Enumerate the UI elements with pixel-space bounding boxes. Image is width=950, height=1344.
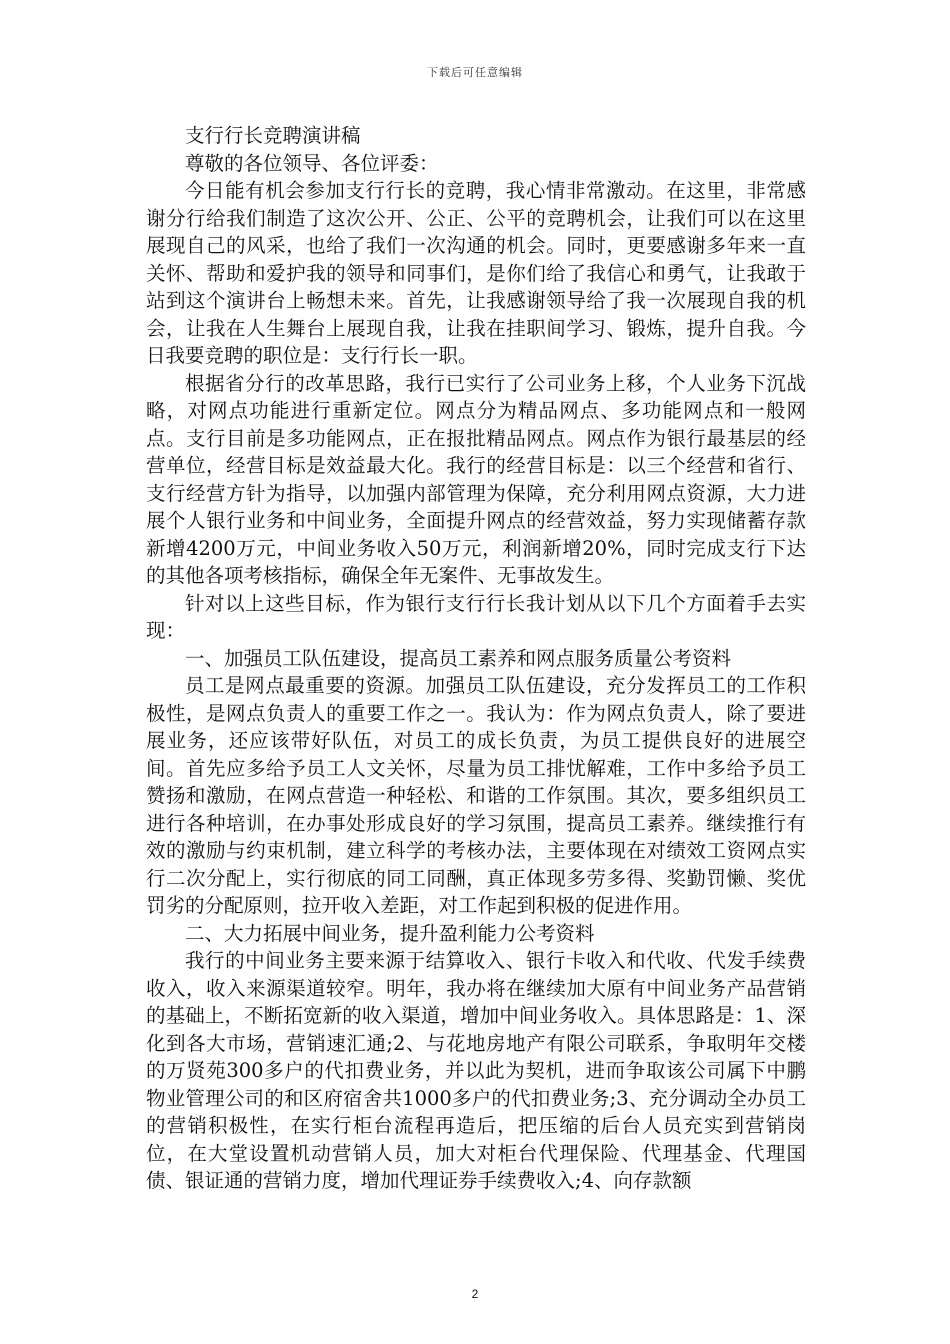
page-header-note: 下载后可任意编辑 (427, 66, 523, 79)
paragraph-strategy: 根据省分行的改革思路，我行已实行了公司业务上移，个人业务下沉战略，对网点功能进行重新定位。网点分为精品网点、多功能网点和一般网点。支行目前是多功能网点，正在报批精品网点。网点作为银行最基层的经营单位，经营目标是效益最大化。我行的经营目标是：以三个经营和省行、支行经营方针为指导，以加强内部管理为保障，充分利用网点资源，大力进展个人银行业务和中间业务，全面提升网点的经营效益，努力实现储蓄存款新增4200万元，中间业务收入50万元，利润新增20%，同时完成支行下达的其他各项考核指标，确保全年无案件、无事故发生。 (146, 371, 806, 587)
page-number: 2 (471, 1287, 479, 1301)
document-title: 支行行长竞聘演讲稿 (185, 124, 361, 147)
paragraph-intermediate-business: 我行的中间业务主要来源于结算收入、银行卡收入和代收、代发手续费收入，收入来源渠道较窄。明年，我办将在继续加大原有中间业务产品营销的基础上，不断拓宽新的收入渠道，增加中间业务收入。具体思路是：1、深化到各大市场，营销速汇通;2、与花地房地产有限公司联系，争取明年交楼的万贤苑300多户的代扣费业务，并以此为契机，进而争取该公司属下中鹏物业管理公司的和区府宿舍共1000多户的代扣费业务;3、充分调动全办员工的营销积极性，在实行柜台流程再造后，把压缩的后台人员充实到营销岗位，在大堂设置机动营销人员，加大对柜台代理保险、代理基金、代理国债、银证通的营销力度，增加代理证券手续费收入;4、向存款额 (146, 949, 806, 1192)
paragraph-opening: 今日能有机会参加支行行长的竞聘，我心情非常激动。在这里，非常感谢分行给我们制造了这次公开、公正、公平的竞聘机会，让我们可以在这里展现自己的风采，也给了我们一次沟通的机会。同时，更要感谢多年来一直关怀、帮助和爱护我的领导和同事们，是你们给了我信心和勇气，让我敢于站到这个演讲台上畅想未来。首先，让我感谢领导给了我一次展现自我的机会，让我在人生舞台上展现自我，让我在挂职间学习、锻炼，提升自我。今日我要竞聘的职位是：支行行长一职。 (146, 179, 806, 367)
section-heading-1: 一、加强员工队伍建设，提高员工素养和网点服务质量公考资料 (185, 646, 732, 670)
paragraph-plan-intro: 针对以上这些目标，作为银行支行行长我计划从以下几个方面着手去实现： (146, 591, 806, 642)
section-heading-2: 二、大力拓展中间业务，提升盈利能力公考资料 (185, 921, 595, 945)
salutation: 尊敬的各位领导、各位评委： (185, 151, 439, 175)
document-body (146, 122, 806, 1195)
paragraph-staff: 员工是网点最重要的资源。加强员工队伍建设，充分发挥员工的工作积极性，是网点负责人的重要工作之一。我认为：作为网点负责人，除了要进展业务，还应该带好队伍，对员工的成长负责，为员工提供良好的进展空间。首先应多给予员工人文关怀，尽量为员工排忧解难，工作中多给予员工赞扬和激励，在网点营造一种轻松、和谐的工作氛围。其次，要多组织员工进行各种培训，在办事处形成良好的学习氛围，提高员工素养。继续推行有效的激励与约束机制，建立科学的考核办法，主要体现在对绩效工资网点实行二次分配上，实行彻底的同工同酬，真正体现多劳多得、奖勤罚懒、奖优罚劣的分配原则，拉开收入差距，对工作起到积极的促进作用。 (146, 674, 806, 917)
